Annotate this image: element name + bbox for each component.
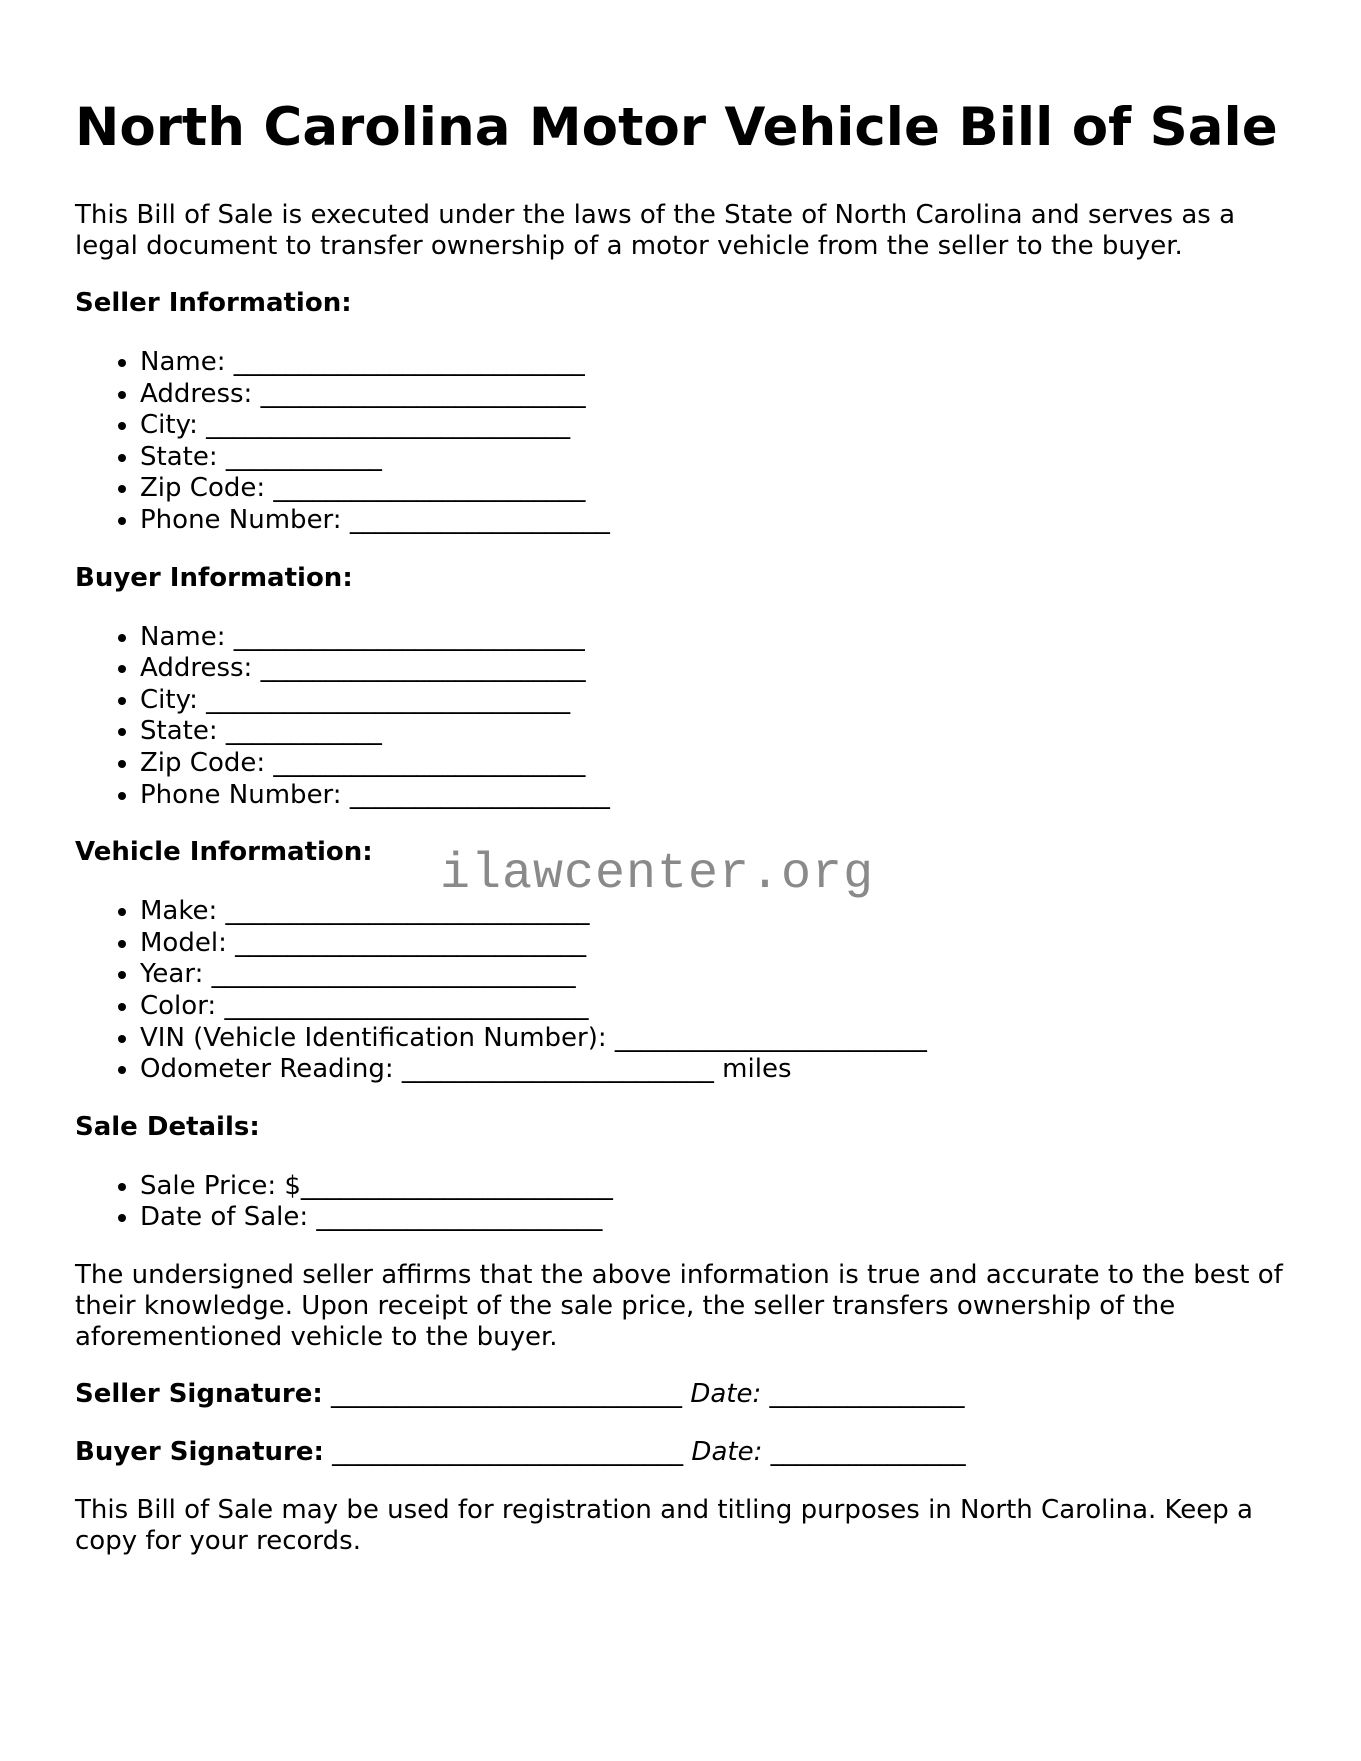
list-item: • Year: ____________________________ <box>140 959 1285 991</box>
buyer-signature-label: Buyer Signature: <box>75 1436 324 1467</box>
affirmation-paragraph: The undersigned seller affirms that the above information is true and accurate to the best of their knowledge. Upon receipt of the sale price, the seller transfers ownership of the aforementioned vehicle to the buyer. <box>75 1259 1283 1352</box>
seller-date-label: Date: <box>690 1378 762 1409</box>
list-item: • City: ____________________________ <box>140 410 1285 442</box>
list-item: • Model: ___________________________ <box>140 928 1285 960</box>
vehicle-list <box>75 896 1285 1086</box>
list-item: • Zip Code: ________________________ <box>140 748 1285 780</box>
seller-signature-label: Seller Signature: <box>75 1378 323 1409</box>
list-item: • Name: ___________________________ <box>140 347 1285 379</box>
list-item: • State: ____________ <box>140 716 1285 748</box>
list-item: • State: ____________ <box>140 442 1285 474</box>
list-item: • Address: _________________________ <box>140 653 1285 685</box>
watermark: ilawcenter.org <box>440 846 875 903</box>
seller-signature-row <box>75 1379 1285 1410</box>
list-item: • Date of Sale: ______________________ <box>140 1202 1285 1234</box>
buyer-date-line: _______________ <box>762 1436 966 1467</box>
document-page <box>75 96 1285 1583</box>
list-item: • Sale Price: $________________________ <box>140 1171 1285 1203</box>
seller-list <box>75 347 1285 537</box>
list-item: • Phone Number: ____________________ <box>140 505 1285 537</box>
list-item: • Color: ____________________________ <box>140 991 1285 1023</box>
list-item: • City: ____________________________ <box>140 685 1285 717</box>
seller-signature-line: ___________________________ <box>322 1378 691 1409</box>
list-item: • Phone Number: ____________________ <box>140 780 1285 812</box>
sale-list <box>75 1171 1285 1234</box>
buyer-date-label: Date: <box>691 1436 763 1467</box>
buyer-signature-row <box>75 1437 1285 1468</box>
buyer-list <box>75 622 1285 812</box>
list-item: • Name: ___________________________ <box>140 622 1285 654</box>
sale-heading: Sale Details: <box>75 1111 260 1142</box>
intro-paragraph: This Bill of Sale is executed under the laws of the State of North Carolina and serves as a legal document to transfer ownership of a motor vehicle from the seller to the buyer. <box>75 200 1236 261</box>
buyer-signature-line: ___________________________ <box>323 1436 692 1467</box>
list-item: • Zip Code: ________________________ <box>140 473 1285 505</box>
list-item: • Make: ____________________________ <box>140 896 1285 928</box>
list-item: • VIN (Vehicle Identification Number): ________________________ <box>140 1023 1285 1055</box>
footer-paragraph: This Bill of Sale may be used for registration and titling purposes in North Carolina. Keep a copy for your records. <box>75 1494 1253 1556</box>
vehicle-heading: Vehicle Information: <box>75 837 373 868</box>
list-item: • Address: _________________________ <box>140 379 1285 411</box>
seller-date-line: _______________ <box>761 1378 965 1409</box>
buyer-heading: Buyer Information: <box>75 562 353 593</box>
list-item: • Odometer Reading: ________________________ miles <box>140 1054 1285 1086</box>
seller-heading: Seller Information: <box>75 288 352 318</box>
page-title: North Carolina Motor Vehicle Bill of Sale <box>75 97 1278 158</box>
